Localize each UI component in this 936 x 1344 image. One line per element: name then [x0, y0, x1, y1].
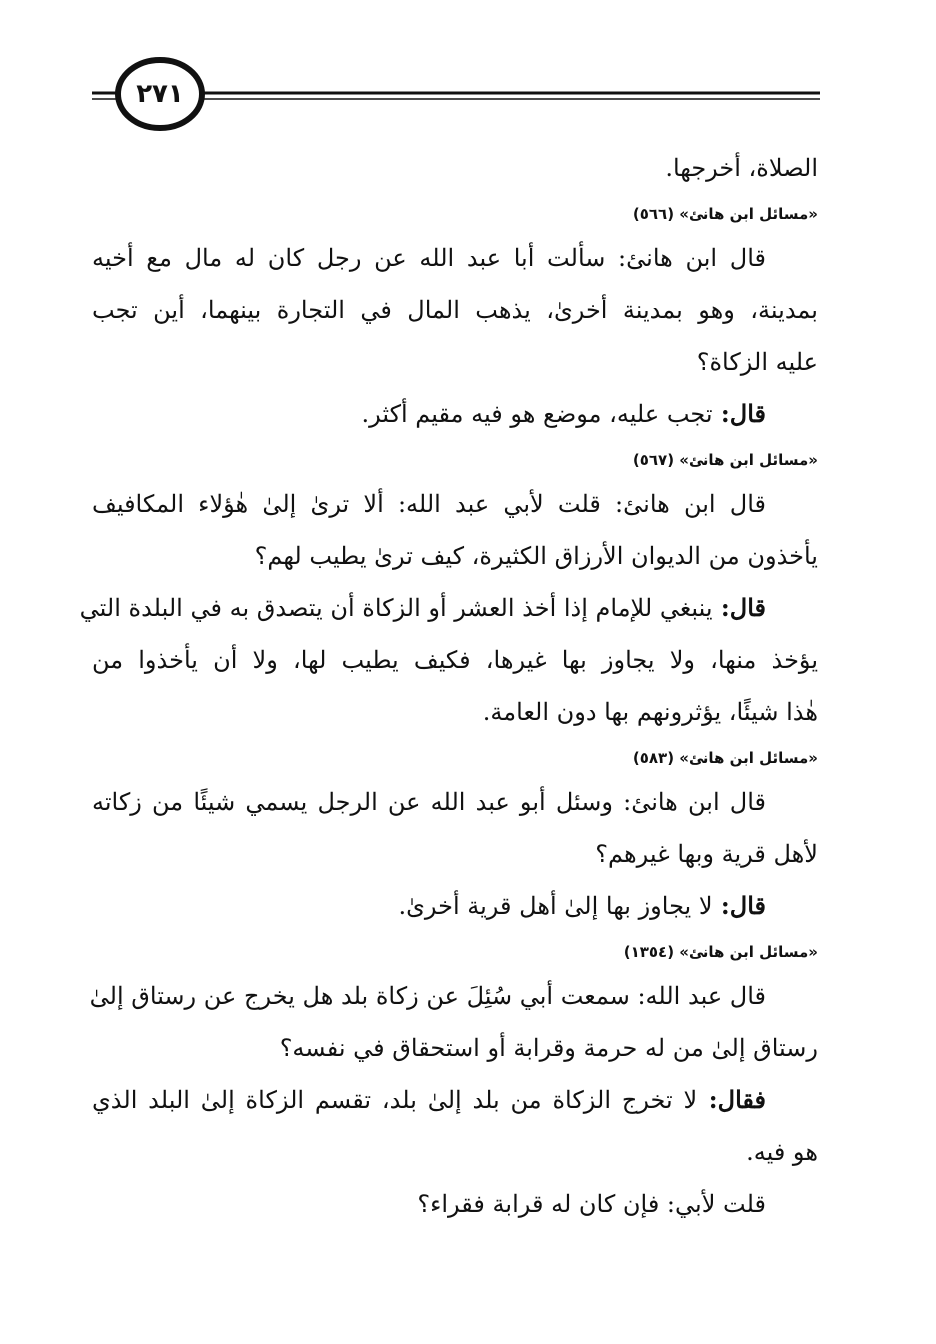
answer-label: قال:	[712, 891, 766, 920]
answer-label: قال:	[712, 593, 766, 622]
line-text: يأخذون من الديوان الأرزاق الكثيرة، كيف ترىٰ يطيب لهم؟	[254, 542, 818, 570]
question-paragraph	[89, 970, 818, 1074]
source-citation: «مسائل ابن هانئ» (١٣٥٤)	[623, 943, 818, 961]
line-text: قال عبد الله: سمعت أبي سُئِلَ عن زكاة بلد هل يخرج عن رستاق إلىٰ	[89, 982, 766, 1010]
source-citation: «مسائل ابن هانئ» (٥٨٣)	[632, 749, 818, 767]
text-line	[92, 284, 818, 336]
text-line	[89, 970, 818, 1022]
text-line	[92, 1074, 818, 1126]
question-paragraph	[92, 478, 818, 582]
line-text: الصلاة، أخرجها.	[665, 154, 818, 182]
answer-label: فقال:	[697, 1085, 766, 1114]
line-text: قال ابن هانئ: قلت لأبي عبد الله: ألا ترىٰ إلىٰ هٰؤلاء المكافيف	[92, 490, 766, 518]
text-line	[92, 478, 818, 530]
source-citation: «مسائل ابن هانئ» (٥٦٧)	[632, 451, 818, 469]
page-number: ٢٧١	[136, 79, 184, 109]
text-line	[92, 530, 818, 582]
question-paragraph	[92, 142, 818, 194]
answer-paragraph	[79, 582, 818, 738]
text-line	[92, 634, 818, 686]
line-text: هو فيه.	[746, 1138, 818, 1166]
text-line	[92, 686, 818, 738]
text-line	[92, 336, 818, 388]
text-line	[92, 232, 818, 284]
line-text: يؤخذ منها، ولا يجاوز بها غيرها، فكيف يطيب لها، ولا أن يأخذوا من	[92, 646, 818, 674]
line-text: لا تخرج الزكاة من بلد إلىٰ بلد، تقسم الزكاة إلىٰ البلد الذي	[92, 1086, 698, 1114]
text-line	[92, 1126, 818, 1178]
answer-paragraph	[92, 1074, 818, 1178]
page-body	[79, 142, 818, 1230]
question-paragraph	[92, 776, 818, 880]
question-paragraph	[92, 1178, 818, 1230]
text-line	[92, 880, 818, 932]
source-citation: «مسائل ابن هانئ» (٥٦٦)	[632, 205, 818, 223]
line-text: رستاق إلىٰ من له حرمة وقرابة أو استحقاق في نفسه؟	[279, 1034, 818, 1062]
line-text: ينبغي للإمام إذا أخذ العشر أو الزكاة أن يتصدق به في البلدة التي	[79, 594, 713, 622]
line-text: هٰذا شيئًا، يؤثرونهم بها دون العامة.	[482, 698, 818, 726]
header-rule-ornament	[0, 0, 936, 140]
text-line	[92, 1022, 818, 1074]
question-paragraph	[92, 232, 818, 388]
text-line	[92, 142, 818, 194]
text-line	[92, 828, 818, 880]
line-text: تجب عليه، موضع هو فيه مقيم أكثر.	[361, 400, 713, 428]
text-line	[92, 388, 818, 440]
line-text: قال ابن هانئ: سألت أبا عبد الله عن رجل كان له مال مع أخيه	[92, 244, 766, 272]
answer-paragraph	[92, 388, 818, 440]
line-text: قلت لأبي: فإن كان له قرابة فقراء؟	[417, 1190, 766, 1218]
line-text: لا يجاوز بها إلىٰ أهل قرية أخرىٰ.	[398, 892, 713, 920]
line-text: بمدينة، وهو بمدينة أخرىٰ، يذهب المال في التجارة بينهما، أين تجب	[92, 296, 818, 324]
line-text: قال ابن هانئ: وسئل أبو عبد الله عن الرجل يسمي شيئًا من زكاته	[92, 788, 766, 816]
text-line	[92, 776, 818, 828]
page-header	[0, 0, 936, 140]
text-line	[79, 582, 818, 634]
answer-label: قال:	[712, 399, 766, 428]
answer-paragraph	[92, 880, 818, 932]
line-text: عليه الزكاة؟	[696, 348, 818, 376]
line-text: لأهل قرية وبها غيرهم؟	[595, 840, 818, 868]
text-line	[92, 1178, 818, 1230]
